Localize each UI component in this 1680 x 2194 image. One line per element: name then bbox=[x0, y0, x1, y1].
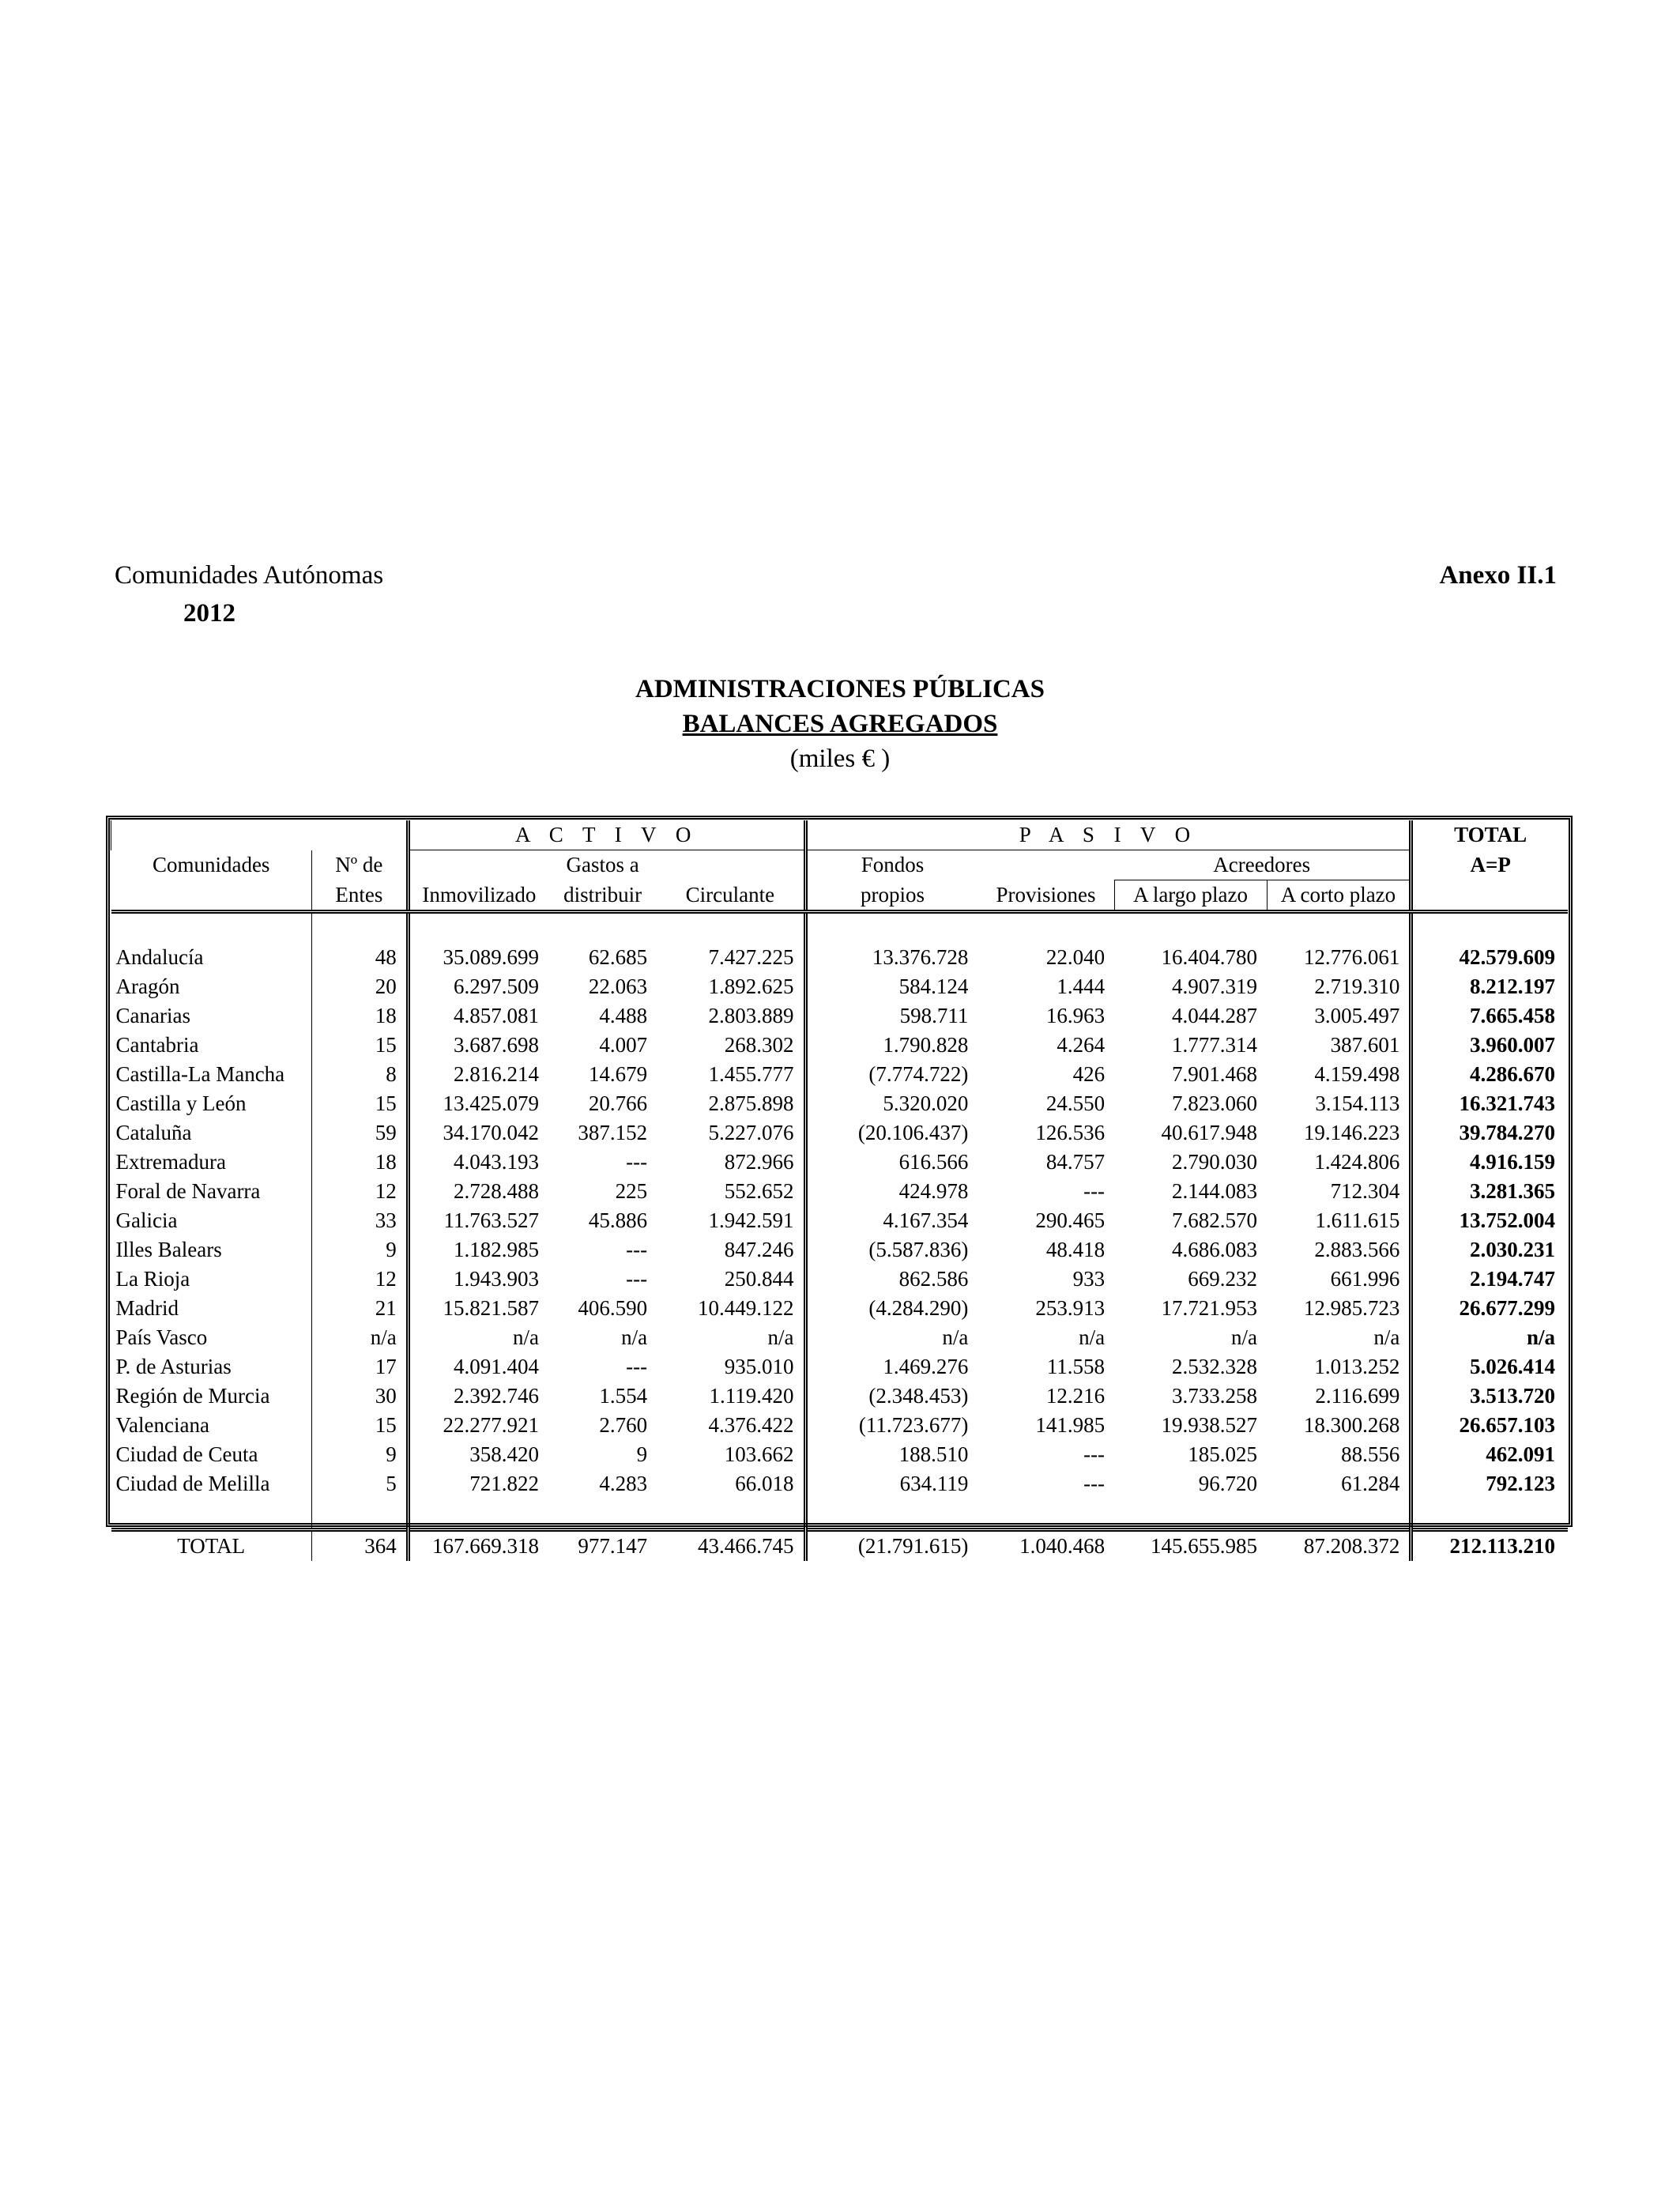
cell-total: 39.784.270 bbox=[1411, 1118, 1568, 1148]
cell-total: 3.513.720 bbox=[1411, 1382, 1568, 1411]
cell-comunidad: Valenciana bbox=[115, 1413, 209, 1437]
cell-fondos: (2.348.453) bbox=[805, 1382, 977, 1411]
col-corto-plazo: A corto plazo bbox=[1267, 880, 1411, 912]
cell-total: 462.091 bbox=[1411, 1440, 1568, 1469]
cell-entes: 15 bbox=[311, 1411, 408, 1440]
col-largo-plazo: A largo plazo bbox=[1114, 880, 1267, 912]
header-row-groups bbox=[111, 820, 1569, 850]
cell-circulante: 1.119.420 bbox=[709, 1384, 794, 1408]
table-row bbox=[111, 1089, 1569, 1118]
cell-gastos: --- bbox=[626, 1150, 648, 1174]
cell-inmovilizado: 4.091.404 bbox=[408, 1352, 548, 1382]
cell-entes: 48 bbox=[311, 943, 408, 972]
cell-comunidad: Cantabria bbox=[115, 1033, 199, 1057]
cell-circulante: 847.246 bbox=[724, 1238, 794, 1261]
cell-largo-plazo: 1.777.314 bbox=[1172, 1033, 1258, 1057]
cell-corto-plazo: 2.719.310 bbox=[1314, 974, 1400, 998]
cell-gastos: 225 bbox=[615, 1179, 648, 1203]
cell-entes: 30 bbox=[311, 1382, 408, 1411]
table-row bbox=[111, 1031, 1569, 1060]
col-inmovilizado: Inmovilizado bbox=[408, 880, 548, 912]
cell-largo-plazo: 7.901.468 bbox=[1172, 1062, 1258, 1086]
col-gastos-2: distribuir bbox=[548, 880, 657, 912]
cell-provisiones: 24.550 bbox=[1045, 1091, 1106, 1115]
cell-total: n/a bbox=[1411, 1323, 1568, 1352]
cell-comunidad: Ciudad de Melilla bbox=[115, 1472, 270, 1495]
cell-corto-plazo: 712.304 bbox=[1330, 1179, 1400, 1203]
cell-gastos: 1.554 bbox=[599, 1384, 648, 1408]
cell-comunidad: Aragón bbox=[115, 974, 180, 998]
cell-circulante: n/a bbox=[767, 1325, 794, 1349]
cell-entes: 12 bbox=[311, 1265, 408, 1294]
cell-corto-plazo: 61.284 bbox=[1341, 1472, 1400, 1495]
cell-largo-plazo: n/a bbox=[1231, 1325, 1258, 1349]
cell-provisiones: 12.216 bbox=[1045, 1384, 1106, 1408]
cell-entes: 17 bbox=[311, 1352, 408, 1382]
cell-circulante: 2.875.898 bbox=[708, 1091, 794, 1115]
cell-corto-plazo: 3.154.113 bbox=[1315, 1091, 1400, 1115]
col-provisiones: Provisiones bbox=[977, 880, 1114, 912]
cell-fondos: 13.376.728 bbox=[805, 943, 977, 972]
total-cell-fondos: (21.791.615) bbox=[805, 1530, 977, 1562]
total-row bbox=[111, 1530, 1569, 1562]
total-cell-circulante: 43.466.745 bbox=[657, 1530, 805, 1562]
table-row bbox=[111, 1352, 1569, 1382]
cell-circulante: 103.662 bbox=[724, 1442, 794, 1466]
cell-gastos: 20.766 bbox=[588, 1091, 648, 1115]
cell-fondos: 424.978 bbox=[805, 1177, 977, 1206]
cell-fondos: 4.167.354 bbox=[805, 1206, 977, 1235]
cell-provisiones: 141.985 bbox=[1035, 1413, 1106, 1437]
cell-inmovilizado: 11.763.527 bbox=[408, 1206, 548, 1235]
table-row bbox=[111, 1001, 1569, 1031]
cell-total: 2.030.231 bbox=[1411, 1235, 1568, 1265]
cell-gastos: 4.488 bbox=[599, 1004, 648, 1027]
cell-inmovilizado: 4.043.193 bbox=[408, 1148, 548, 1177]
table-row bbox=[111, 972, 1569, 1001]
cell-largo-plazo: 19.938.527 bbox=[1161, 1413, 1258, 1437]
cell-provisiones: --- bbox=[1083, 1442, 1106, 1466]
cell-circulante: 7.427.225 bbox=[708, 945, 794, 969]
cell-total: 13.752.004 bbox=[1411, 1206, 1568, 1235]
cell-comunidad: Castilla-La Mancha bbox=[115, 1062, 285, 1086]
cell-circulante: 552.652 bbox=[724, 1179, 794, 1203]
table-row bbox=[111, 1235, 1569, 1265]
cell-corto-plazo: 661.996 bbox=[1330, 1267, 1400, 1291]
cell-fondos: 188.510 bbox=[805, 1440, 977, 1469]
cell-comunidad: Galicia bbox=[115, 1208, 178, 1232]
cell-comunidad: Andalucía bbox=[115, 945, 204, 969]
cell-gastos: 45.886 bbox=[588, 1208, 648, 1232]
cell-fondos: 1.790.828 bbox=[805, 1031, 977, 1060]
cell-gastos: 406.590 bbox=[578, 1296, 648, 1320]
cell-largo-plazo: 7.682.570 bbox=[1172, 1208, 1258, 1232]
col-circulante: Circulante bbox=[657, 880, 805, 912]
header-row-2 bbox=[111, 880, 1569, 912]
unit-label: (miles € ) bbox=[789, 745, 891, 773]
cell-provisiones: 84.757 bbox=[1045, 1150, 1106, 1174]
col-entes-1: Nº de bbox=[311, 850, 408, 880]
cell-gastos: 4.283 bbox=[599, 1472, 648, 1495]
table-row bbox=[111, 943, 1569, 972]
balance-table bbox=[111, 820, 1568, 1561]
cell-inmovilizado: 721.822 bbox=[408, 1469, 548, 1498]
cell-largo-plazo: 4.686.083 bbox=[1172, 1238, 1258, 1261]
header-year: 2012 bbox=[183, 599, 235, 628]
cell-entes: n/a bbox=[311, 1323, 408, 1352]
cell-largo-plazo: 2.790.030 bbox=[1172, 1150, 1258, 1174]
cell-total: 3.960.007 bbox=[1411, 1031, 1568, 1060]
cell-entes: 15 bbox=[311, 1031, 408, 1060]
cell-largo-plazo: 16.404.780 bbox=[1161, 945, 1258, 969]
cell-provisiones: 11.558 bbox=[1046, 1355, 1106, 1378]
page-title: ADMINISTRACIONES PÚBLICAS bbox=[635, 675, 1045, 703]
cell-fondos: 1.469.276 bbox=[805, 1352, 977, 1382]
table-row bbox=[111, 1440, 1569, 1469]
table-row bbox=[111, 1294, 1569, 1323]
cell-gastos: 4.007 bbox=[599, 1033, 648, 1057]
cell-corto-plazo: 18.300.268 bbox=[1303, 1413, 1400, 1437]
cell-fondos: (11.723.677) bbox=[805, 1411, 977, 1440]
col-total-sub: A=P bbox=[1411, 850, 1568, 880]
total-cell-gastos: 977.147 bbox=[548, 1530, 657, 1562]
header-row-1 bbox=[111, 850, 1569, 880]
cell-corto-plazo: 12.985.723 bbox=[1303, 1296, 1400, 1320]
cell-circulante: 4.376.422 bbox=[708, 1413, 794, 1437]
total-cell-largo-plazo: 145.655.985 bbox=[1114, 1530, 1267, 1562]
table-row bbox=[111, 1118, 1569, 1148]
cell-provisiones: 933 bbox=[1072, 1267, 1106, 1291]
cell-inmovilizado: 1.943.903 bbox=[408, 1265, 548, 1294]
cell-circulante: 1.942.591 bbox=[708, 1208, 794, 1232]
cell-entes: 9 bbox=[311, 1440, 408, 1469]
cell-largo-plazo: 669.232 bbox=[1188, 1267, 1258, 1291]
cell-fondos: (7.774.722) bbox=[805, 1060, 977, 1089]
cell-inmovilizado: 2.816.214 bbox=[408, 1060, 548, 1089]
table-row bbox=[111, 1206, 1569, 1235]
cell-inmovilizado: 4.857.081 bbox=[408, 1001, 548, 1031]
cell-provisiones: 48.418 bbox=[1045, 1238, 1106, 1261]
cell-gastos: --- bbox=[626, 1355, 648, 1378]
table-row bbox=[111, 1265, 1569, 1294]
cell-inmovilizado: 358.420 bbox=[408, 1440, 548, 1469]
col-gastos-1: Gastos a bbox=[566, 853, 639, 877]
cell-gastos: --- bbox=[626, 1267, 648, 1291]
cell-largo-plazo: 2.532.328 bbox=[1172, 1355, 1258, 1378]
cell-entes: 15 bbox=[311, 1089, 408, 1118]
cell-gastos: 387.152 bbox=[578, 1121, 648, 1144]
cell-circulante: 2.803.889 bbox=[708, 1004, 794, 1027]
cell-fondos: 5.320.020 bbox=[805, 1089, 977, 1118]
cell-circulante: 10.449.122 bbox=[698, 1296, 794, 1320]
cell-comunidad: P. de Asturias bbox=[115, 1355, 232, 1378]
page-subtitle: BALANCES AGREGADOS bbox=[682, 710, 998, 738]
header-entity: Comunidades Autónomas bbox=[115, 561, 384, 590]
col-fondos-2: propios bbox=[805, 880, 977, 912]
cell-corto-plazo: 12.776.061 bbox=[1303, 945, 1400, 969]
cell-corto-plazo: 1.424.806 bbox=[1314, 1150, 1400, 1174]
cell-circulante: 872.966 bbox=[724, 1150, 794, 1174]
table-row bbox=[111, 1411, 1569, 1440]
cell-total: 26.677.299 bbox=[1411, 1294, 1568, 1323]
cell-provisiones: n/a bbox=[1079, 1325, 1106, 1349]
cell-comunidad: País Vasco bbox=[115, 1325, 208, 1349]
cell-total: 4.286.670 bbox=[1411, 1060, 1568, 1089]
cell-circulante: 1.455.777 bbox=[708, 1062, 794, 1086]
cell-circulante: 1.892.625 bbox=[708, 974, 794, 998]
cell-gastos: 9 bbox=[636, 1442, 648, 1466]
cell-entes: 5 bbox=[311, 1469, 408, 1498]
cell-provisiones: 290.465 bbox=[1035, 1208, 1106, 1232]
cell-provisiones: 253.913 bbox=[1035, 1296, 1106, 1320]
cell-gastos: 62.685 bbox=[588, 945, 648, 969]
cell-circulante: 250.844 bbox=[724, 1267, 794, 1291]
table-row bbox=[111, 1148, 1569, 1177]
cell-total: 42.579.609 bbox=[1411, 943, 1568, 972]
cell-corto-plazo: 2.116.699 bbox=[1315, 1384, 1400, 1408]
total-cell-comunidad: TOTAL bbox=[111, 1530, 312, 1562]
cell-entes: 33 bbox=[311, 1206, 408, 1235]
cell-comunidad: Ciudad de Ceuta bbox=[115, 1442, 258, 1466]
cell-gastos: 2.760 bbox=[599, 1413, 648, 1437]
col-comunidades: Comunidades bbox=[152, 853, 270, 876]
cell-corto-plazo: 3.005.497 bbox=[1314, 1004, 1400, 1027]
cell-entes: 59 bbox=[311, 1118, 408, 1148]
cell-inmovilizado: 15.821.587 bbox=[408, 1294, 548, 1323]
cell-fondos: (5.587.836) bbox=[805, 1235, 977, 1265]
cell-provisiones: 1.444 bbox=[1057, 974, 1106, 998]
cell-entes: 12 bbox=[311, 1177, 408, 1206]
col-fondos-1: Fondos bbox=[805, 850, 977, 880]
cell-circulante: 5.227.076 bbox=[708, 1121, 794, 1144]
cell-largo-plazo: 17.721.953 bbox=[1161, 1296, 1258, 1320]
cell-provisiones: 4.264 bbox=[1057, 1033, 1106, 1057]
cell-inmovilizado: 2.392.746 bbox=[408, 1382, 548, 1411]
cell-inmovilizado: n/a bbox=[408, 1323, 548, 1352]
cell-inmovilizado: 3.687.698 bbox=[408, 1031, 548, 1060]
cell-inmovilizado: 13.425.079 bbox=[408, 1089, 548, 1118]
cell-corto-plazo: 1.611.615 bbox=[1315, 1208, 1400, 1232]
cell-gastos: 22.063 bbox=[588, 974, 648, 998]
cell-corto-plazo: 4.159.498 bbox=[1314, 1062, 1400, 1086]
cell-provisiones: 426 bbox=[1072, 1062, 1106, 1086]
cell-total: 26.657.103 bbox=[1411, 1411, 1568, 1440]
col-acreedores: Acreedores bbox=[1114, 850, 1411, 880]
cell-largo-plazo: 7.823.060 bbox=[1172, 1091, 1258, 1115]
cell-largo-plazo: 2.144.083 bbox=[1172, 1179, 1258, 1203]
cell-circulante: 268.302 bbox=[724, 1033, 794, 1057]
cell-provisiones: --- bbox=[1083, 1472, 1106, 1495]
cell-total: 8.212.197 bbox=[1411, 972, 1568, 1001]
cell-entes: 9 bbox=[311, 1235, 408, 1265]
cell-entes: 18 bbox=[311, 1001, 408, 1031]
col-entes-2: Entes bbox=[311, 880, 408, 912]
cell-fondos: 634.119 bbox=[805, 1469, 977, 1498]
cell-fondos: (20.106.437) bbox=[805, 1118, 977, 1148]
cell-total: 16.321.743 bbox=[1411, 1089, 1568, 1118]
cell-entes: 8 bbox=[311, 1060, 408, 1089]
cell-comunidad: Foral de Navarra bbox=[115, 1179, 261, 1203]
cell-largo-plazo: 4.044.287 bbox=[1172, 1004, 1258, 1027]
cell-gastos: --- bbox=[626, 1238, 648, 1261]
cell-fondos: n/a bbox=[805, 1323, 977, 1352]
cell-provisiones: 16.963 bbox=[1045, 1004, 1106, 1027]
total-cell-provisiones: 1.040.468 bbox=[977, 1530, 1114, 1562]
cell-comunidad: Castilla y León bbox=[115, 1091, 247, 1115]
cell-corto-plazo: 88.556 bbox=[1341, 1442, 1400, 1466]
cell-largo-plazo: 3.733.258 bbox=[1172, 1384, 1258, 1408]
table-row bbox=[111, 1382, 1569, 1411]
cell-total: 4.916.159 bbox=[1411, 1148, 1568, 1177]
cell-comunidad: Cataluña bbox=[115, 1121, 192, 1144]
cell-total: 5.026.414 bbox=[1411, 1352, 1568, 1382]
cell-comunidad: Illes Balears bbox=[115, 1238, 222, 1261]
cell-fondos: 584.124 bbox=[805, 972, 977, 1001]
group-total: TOTAL bbox=[1411, 820, 1568, 850]
cell-inmovilizado: 35.089.699 bbox=[408, 943, 548, 972]
table-row bbox=[111, 1469, 1569, 1498]
group-activo: A C T I V O bbox=[408, 820, 805, 850]
cell-total: 792.123 bbox=[1411, 1469, 1568, 1498]
cell-entes: 21 bbox=[311, 1294, 408, 1323]
cell-fondos: 862.586 bbox=[805, 1265, 977, 1294]
cell-fondos: (4.284.290) bbox=[805, 1294, 977, 1323]
table-row bbox=[111, 1177, 1569, 1206]
cell-circulante: 935.010 bbox=[724, 1355, 794, 1378]
cell-corto-plazo: 387.601 bbox=[1330, 1033, 1400, 1057]
cell-corto-plazo: 19.146.223 bbox=[1303, 1121, 1400, 1144]
cell-inmovilizado: 6.297.509 bbox=[408, 972, 548, 1001]
cell-circulante: 66.018 bbox=[735, 1472, 794, 1495]
cell-corto-plazo: n/a bbox=[1373, 1325, 1400, 1349]
cell-largo-plazo: 4.907.319 bbox=[1172, 974, 1258, 998]
total-cell-inmovilizado: 167.669.318 bbox=[408, 1530, 548, 1562]
cell-entes: 20 bbox=[311, 972, 408, 1001]
cell-provisiones: 22.040 bbox=[1045, 945, 1106, 969]
cell-inmovilizado: 1.182.985 bbox=[408, 1235, 548, 1265]
total-cell-total: 212.113.210 bbox=[1411, 1530, 1568, 1562]
cell-total: 7.665.458 bbox=[1411, 1001, 1568, 1031]
cell-gastos: n/a bbox=[621, 1325, 648, 1349]
cell-provisiones: --- bbox=[1083, 1179, 1106, 1203]
total-cell-corto-plazo: 87.208.372 bbox=[1267, 1530, 1411, 1562]
cell-comunidad: Extremadura bbox=[115, 1150, 226, 1174]
cell-gastos: 14.679 bbox=[588, 1062, 648, 1086]
cell-corto-plazo: 2.883.566 bbox=[1314, 1238, 1400, 1261]
table-row bbox=[111, 1060, 1569, 1089]
cell-largo-plazo: 40.617.948 bbox=[1161, 1121, 1258, 1144]
cell-comunidad: Madrid bbox=[115, 1296, 179, 1320]
cell-largo-plazo: 96.720 bbox=[1198, 1472, 1258, 1495]
cell-total: 3.281.365 bbox=[1411, 1177, 1568, 1206]
cell-comunidad: Canarias bbox=[115, 1004, 190, 1027]
cell-comunidad: La Rioja bbox=[115, 1267, 190, 1291]
cell-fondos: 616.566 bbox=[805, 1148, 977, 1177]
cell-largo-plazo: 185.025 bbox=[1188, 1442, 1258, 1466]
cell-comunidad: Región de Murcia bbox=[115, 1384, 270, 1408]
table-row bbox=[111, 1323, 1569, 1352]
total-cell-entes: 364 bbox=[311, 1530, 408, 1562]
title-block bbox=[0, 672, 1680, 776]
cell-inmovilizado: 34.170.042 bbox=[408, 1118, 548, 1148]
cell-provisiones: 126.536 bbox=[1035, 1121, 1106, 1144]
group-pasivo: P A S I V O bbox=[805, 820, 1411, 850]
cell-corto-plazo: 1.013.252 bbox=[1314, 1355, 1400, 1378]
cell-fondos: 598.711 bbox=[805, 1001, 977, 1031]
annex-label: Anexo II.1 bbox=[1439, 561, 1557, 590]
cell-entes: 18 bbox=[311, 1148, 408, 1177]
cell-total: 2.194.747 bbox=[1411, 1265, 1568, 1294]
cell-inmovilizado: 22.277.921 bbox=[408, 1411, 548, 1440]
cell-inmovilizado: 2.728.488 bbox=[408, 1177, 548, 1206]
